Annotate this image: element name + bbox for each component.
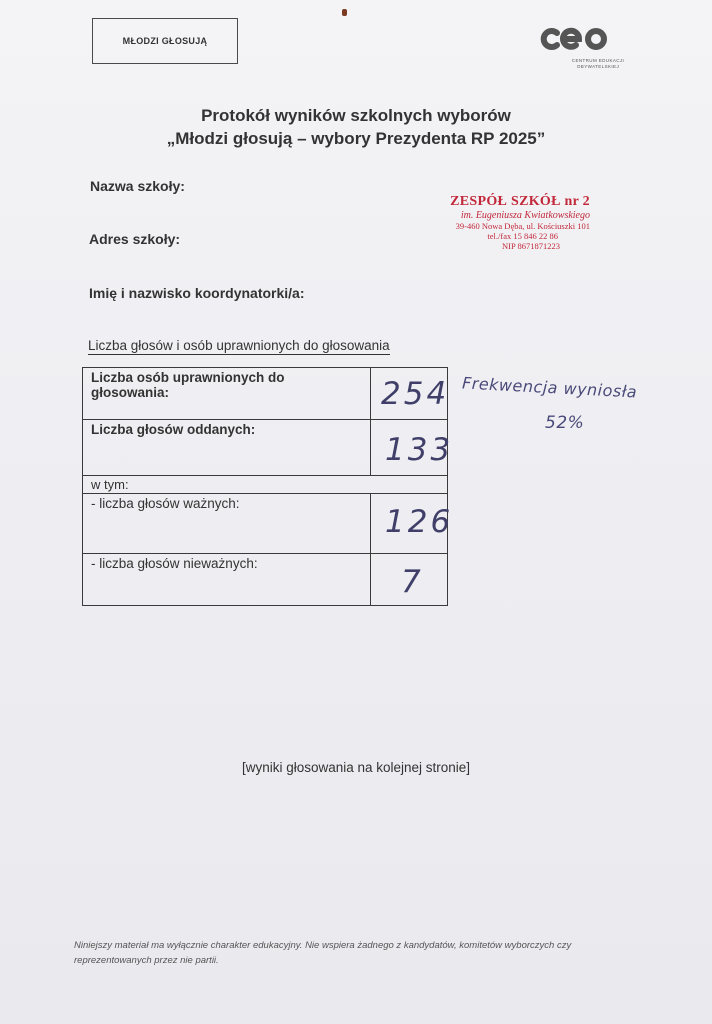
table-row bbox=[83, 368, 448, 420]
row-label-invalid: - liczba głosów nieważnych: bbox=[83, 554, 371, 606]
handwritten-note-line2: 52% bbox=[545, 413, 585, 433]
row-label-valid: - liczba głosów ważnych: bbox=[83, 494, 371, 554]
brand-box bbox=[92, 18, 238, 64]
handwritten-value: 254 bbox=[381, 376, 450, 412]
ceo-subtitle-line1: CENTRUM EDUKACJI bbox=[571, 58, 625, 63]
ceo-subtitle-line2: OBYWATELSKIEJ bbox=[576, 64, 620, 69]
handwritten-value: 126 bbox=[385, 504, 454, 540]
ceo-logo-icon bbox=[540, 24, 610, 54]
brand-box-text: MŁODZI GŁOSUJĄ bbox=[122, 36, 208, 46]
pin-mark bbox=[342, 9, 347, 16]
row-label-eligible: Liczba osób uprawnionych do głosowania: bbox=[83, 368, 371, 420]
school-stamp bbox=[400, 194, 590, 251]
handwritten-note-line1: Frekwencja wyniosła bbox=[461, 373, 638, 402]
coordinator-label: Imię i nazwisko koordynatorki/a: bbox=[89, 285, 305, 301]
table-row bbox=[83, 420, 448, 476]
row-label-cast: Liczba głosów oddanych: bbox=[83, 420, 371, 476]
stamp-line2: im. Eugeniusza Kwiatkowskiego bbox=[460, 210, 590, 221]
stamp-line5: NIP 8671871223 bbox=[501, 241, 560, 251]
next-page-note: [wyniki głosowania na kolejnej stronie] bbox=[241, 760, 471, 775]
stamp-line3: 39-460 Nowa Dęba, ul. Kościuszki 101 bbox=[455, 221, 590, 231]
stamp-line1: ZESPÓŁ SZKÓŁ nr 2 bbox=[450, 194, 590, 209]
table-row bbox=[83, 554, 448, 606]
votes-table bbox=[82, 367, 454, 606]
table-row bbox=[83, 494, 448, 554]
row-label-including: w tym: bbox=[83, 476, 448, 494]
document-title-line2: „Młodzi głosują – wybory Prezydenta RP 2025” bbox=[166, 129, 546, 148]
footer-disclaimer: Niniejszy materiał ma wyłącznie charakter edukacyjny. Nie wspiera żadnego z kandydatów, komitetów wyborczych czy reprezentowanych przez nie partii. bbox=[74, 940, 572, 966]
school-name-label: Nazwa szkoły: bbox=[90, 178, 185, 194]
table-row bbox=[83, 476, 448, 494]
section-heading: Liczba głosów i osób uprawnionych do głosowania bbox=[88, 338, 390, 353]
ceo-logo bbox=[540, 24, 636, 74]
handwritten-value: 7 bbox=[401, 564, 424, 600]
school-address-label: Adres szkoły: bbox=[89, 231, 181, 247]
row-value-valid bbox=[371, 494, 454, 554]
row-value-invalid bbox=[371, 554, 448, 606]
handwritten-value: 133 bbox=[385, 432, 454, 468]
document-title-line1: Protokół wyników szkolnych wyborów bbox=[201, 106, 511, 125]
stamp-line4: tel./fax 15 846 22 86 bbox=[487, 231, 558, 241]
row-value-eligible bbox=[371, 368, 448, 420]
row-value-cast bbox=[371, 420, 454, 476]
ceo-subtitle bbox=[558, 58, 638, 70]
